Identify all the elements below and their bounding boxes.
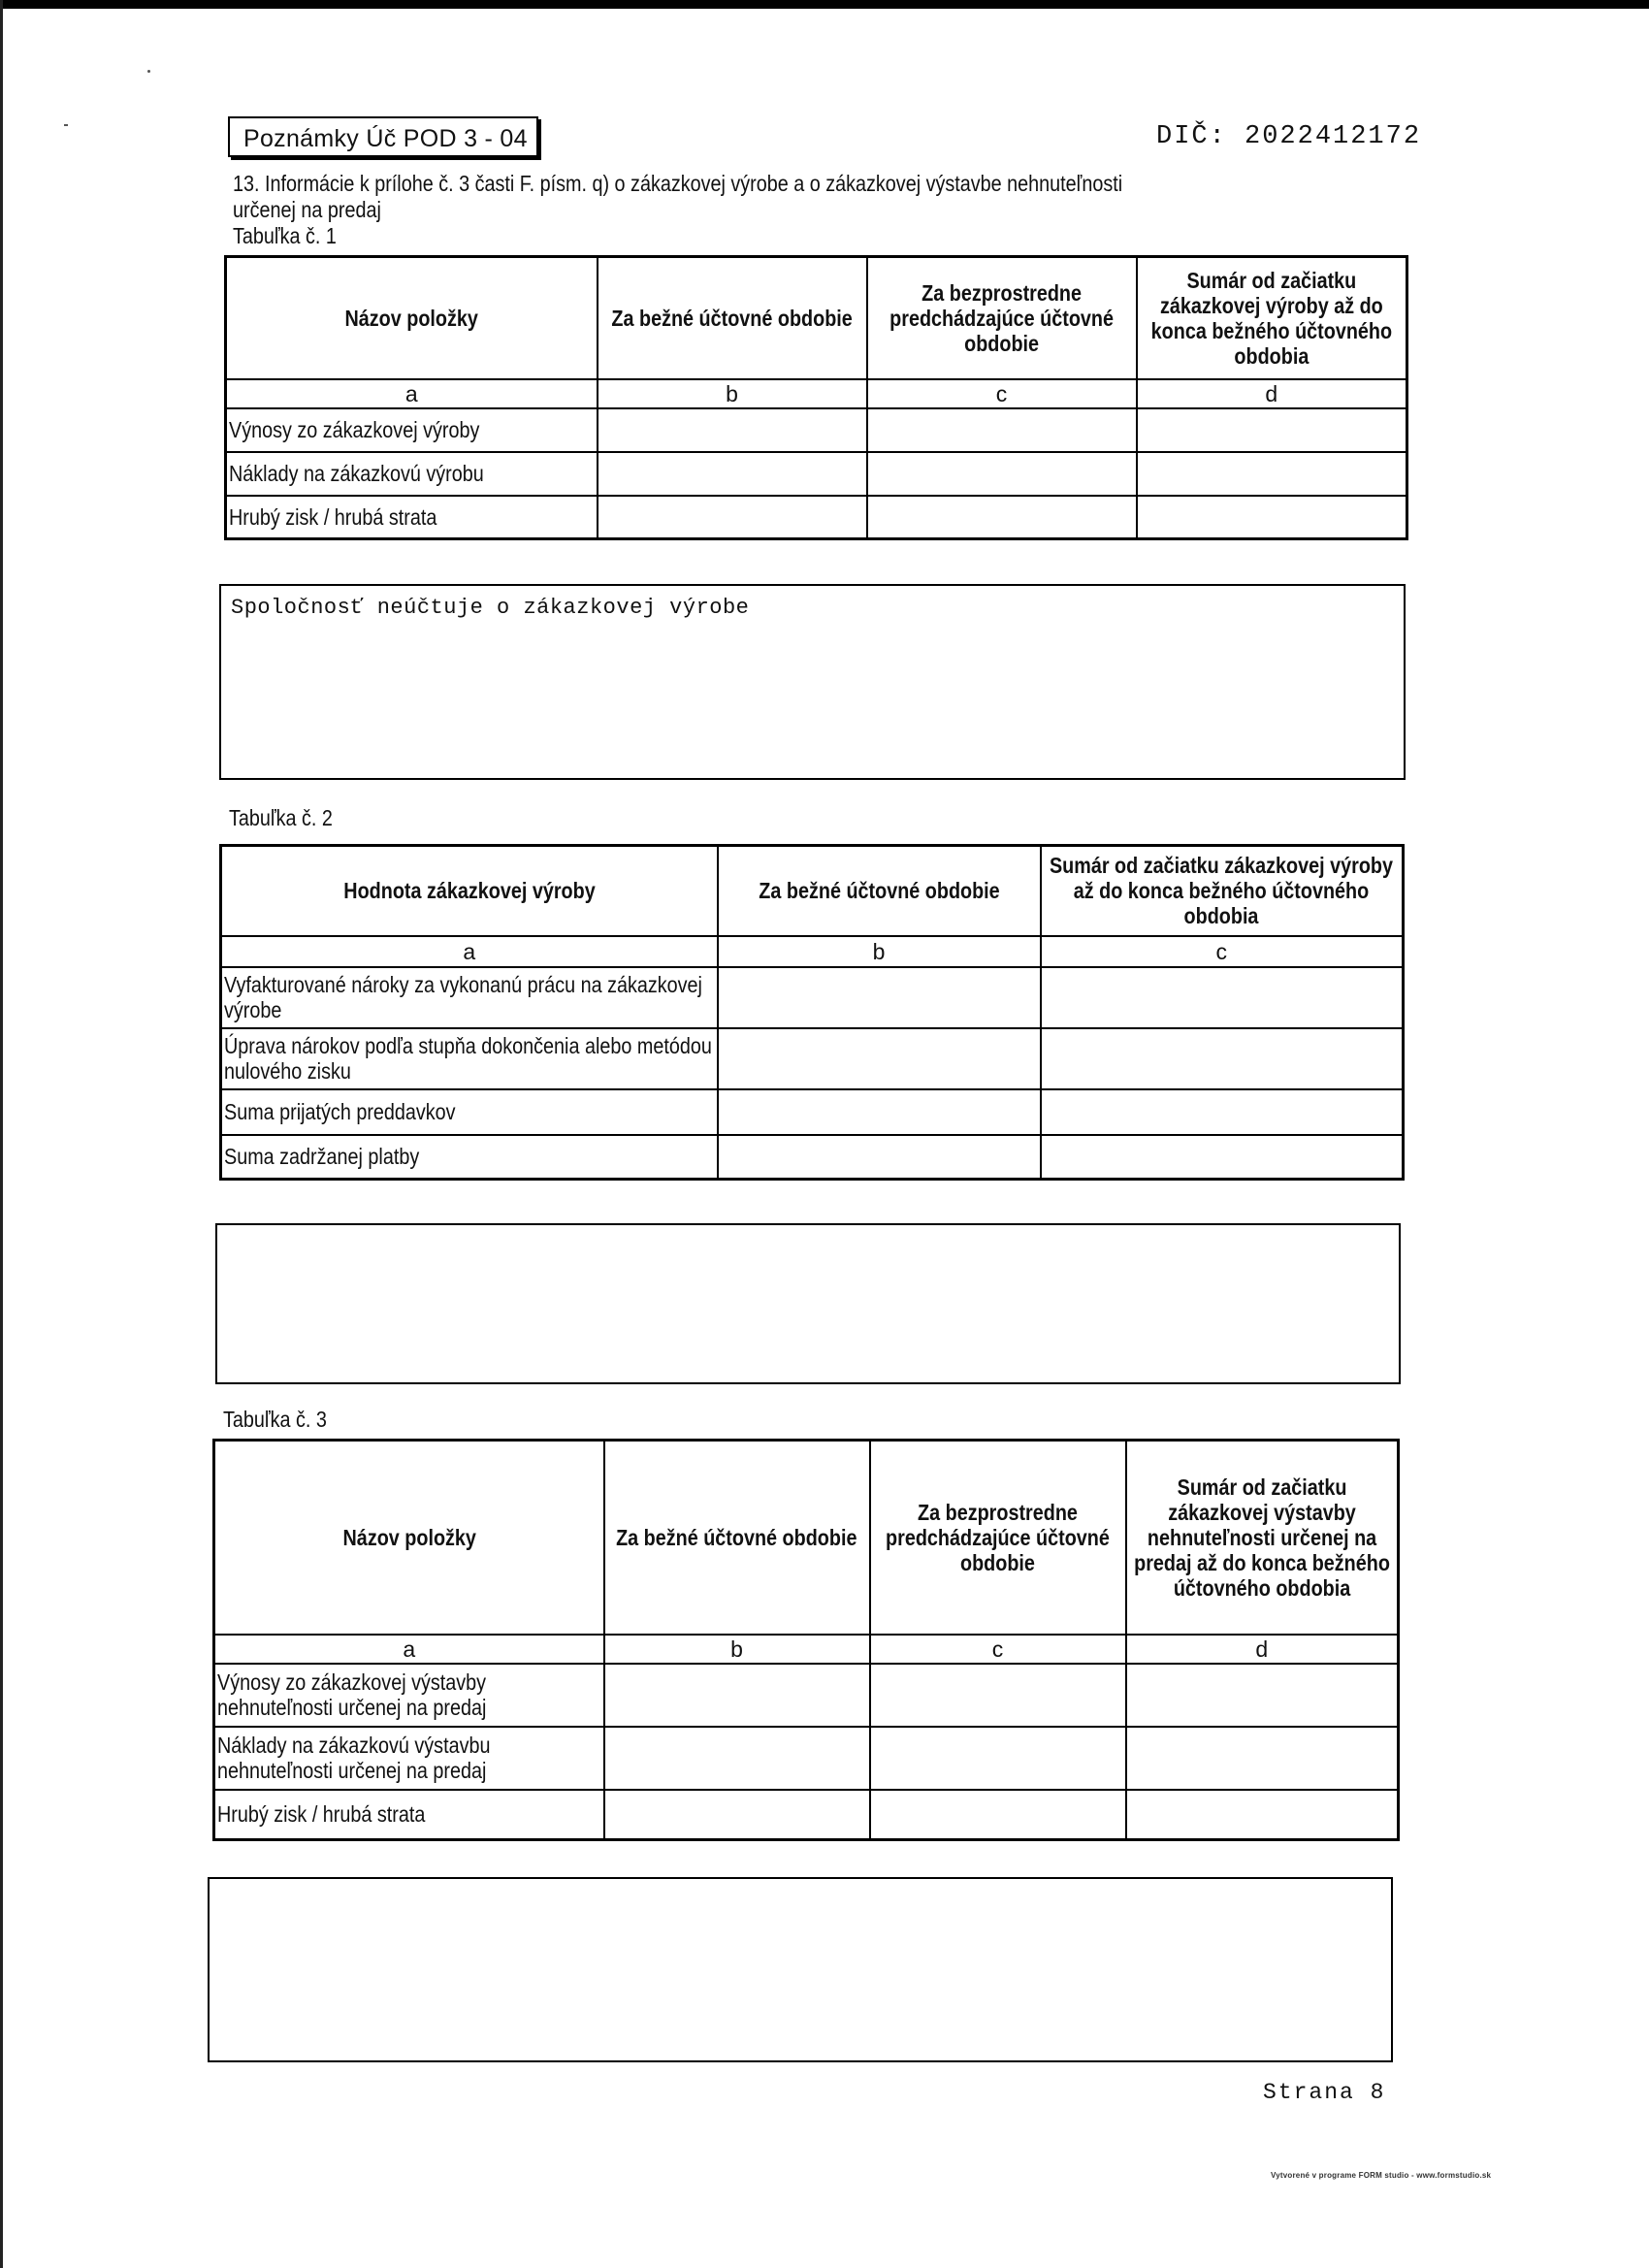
table2-note-box [215,1223,1401,1384]
table3-row-label: Výnosy zo zákazkovej výstavby nehnuteľnosti určenej na predaj [214,1664,604,1727]
table1-cell [1137,496,1407,539]
table2-cell [1041,1135,1404,1180]
table2 [219,844,1405,1181]
table2-letter-c: c [1041,936,1404,967]
scan-speck [64,124,68,126]
table3-header-previous: Za bezprostredne predchádzajúce účtovné obdobie [870,1441,1126,1635]
table3-header-name: Názov položky [214,1441,604,1635]
table1-header-previous: Za bezprostredne predchádzajúce účtovné obdobie [867,257,1137,379]
table3-cell [870,1727,1126,1790]
table2-cell [1041,1028,1404,1089]
table3-row-label: Náklady na zákazkovú výstavbu nehnuteľnosti určenej na predaj [214,1727,604,1790]
table3-header-cumulative: Sumár od začiatku zákazkovej výstavby nehnuteľnosti určenej na predaj až do konca bežného účtovného obdobia [1126,1441,1399,1635]
table2-row-label: Suma zadržanej platby [221,1135,718,1180]
table1-letter-a: a [226,379,598,408]
table1 [224,255,1408,540]
table1-note-box [219,584,1406,780]
table1-header-current: Za bežné účtovné obdobie [598,257,867,379]
page-number: Strana 8 [1263,2080,1386,2105]
table3-note-box [208,1877,1393,2062]
table2-cell [718,1089,1041,1135]
table1-row-label: Výnosy zo zákazkovej výroby [226,408,598,452]
table1-cell [867,452,1137,496]
tax-id: DIČ: 2022412172 [1156,122,1422,151]
table1-letter-c: c [867,379,1137,408]
software-credit: Vytvorené v programe FORM studio - www.formstudio.sk [1271,2171,1492,2180]
form-title: Poznámky Úč POD 3 - 04 [243,125,528,152]
table1-cell [598,408,867,452]
table3-row-label: Hrubý zisk / hrubá strata [214,1790,604,1840]
table1-note-text: Spoločnosť neúčtuje o zákazkovej výrobe [231,596,750,620]
table2-header-value: Hodnota zákazkovej výroby [221,846,718,936]
table3-letter-a: a [214,1635,604,1664]
table1-cell [867,496,1137,539]
table1-cell [598,452,867,496]
table2-cell [718,1135,1041,1180]
table1-letter-d: d [1137,379,1407,408]
table3-header-current: Za bežné účtovné obdobie [604,1441,870,1635]
table3-cell [604,1790,870,1840]
table2-label: Tabuľka č. 2 [229,805,333,830]
table2-row-label: Suma prijatých preddavkov [221,1089,718,1135]
table1-row-label: Hrubý zisk / hrubá strata [226,496,598,539]
table3-label: Tabuľka č. 3 [223,1407,327,1432]
table1-label: Tabuľka č. 1 [233,223,337,248]
table1-cell [598,496,867,539]
table2-cell [1041,967,1404,1028]
table1-cell [1137,408,1407,452]
table2-header-cumulative: Sumár od začiatku zákazkovej výroby až do konca bežného účtovného obdobia [1041,846,1404,936]
table3-cell [1126,1664,1399,1727]
table2-cell [718,1028,1041,1089]
form-title-box [228,116,538,157]
table3-letter-d: d [1126,1635,1399,1664]
table3-cell [1126,1727,1399,1790]
table3-cell [1126,1790,1399,1840]
table1-row-label: Náklady na zákazkovú výrobu [226,452,598,496]
table3-cell [604,1727,870,1790]
scan-speck [147,70,150,73]
table1-cell [867,408,1137,452]
table1-header-cumulative: Sumár od začiatku zákazkovej výroby až do konca bežného účtovného obdobia [1137,257,1407,379]
scan-left-border [0,0,3,2268]
scan-top-border [0,0,1649,9]
table2-letter-b: b [718,936,1041,967]
table2-header-current: Za bežné účtovné obdobie [718,846,1041,936]
table1-header-name: Názov položky [226,257,598,379]
table3-cell [604,1664,870,1727]
table3-cell [870,1664,1126,1727]
table1-cell [1137,452,1407,496]
table3-cell [870,1790,1126,1840]
table3-letter-b: b [604,1635,870,1664]
table3-letter-c: c [870,1635,1126,1664]
table3 [212,1439,1400,1841]
table2-letter-a: a [221,936,718,967]
table1-letter-b: b [598,379,867,408]
table2-cell [1041,1089,1404,1135]
section-intro-text: 13. Informácie k prílohe č. 3 časti F. písm. q) o zákazkovej výrobe a o zákazkovej výstavbe nehnuteľnosti určenej na predaj [233,171,1123,222]
table2-cell [718,967,1041,1028]
table2-row-label: Vyfakturované nároky za vykonanú prácu na zákazkovej výrobe [221,967,718,1028]
table2-row-label: Úprava nárokov podľa stupňa dokončenia alebo metódou nulového zisku [221,1028,718,1089]
